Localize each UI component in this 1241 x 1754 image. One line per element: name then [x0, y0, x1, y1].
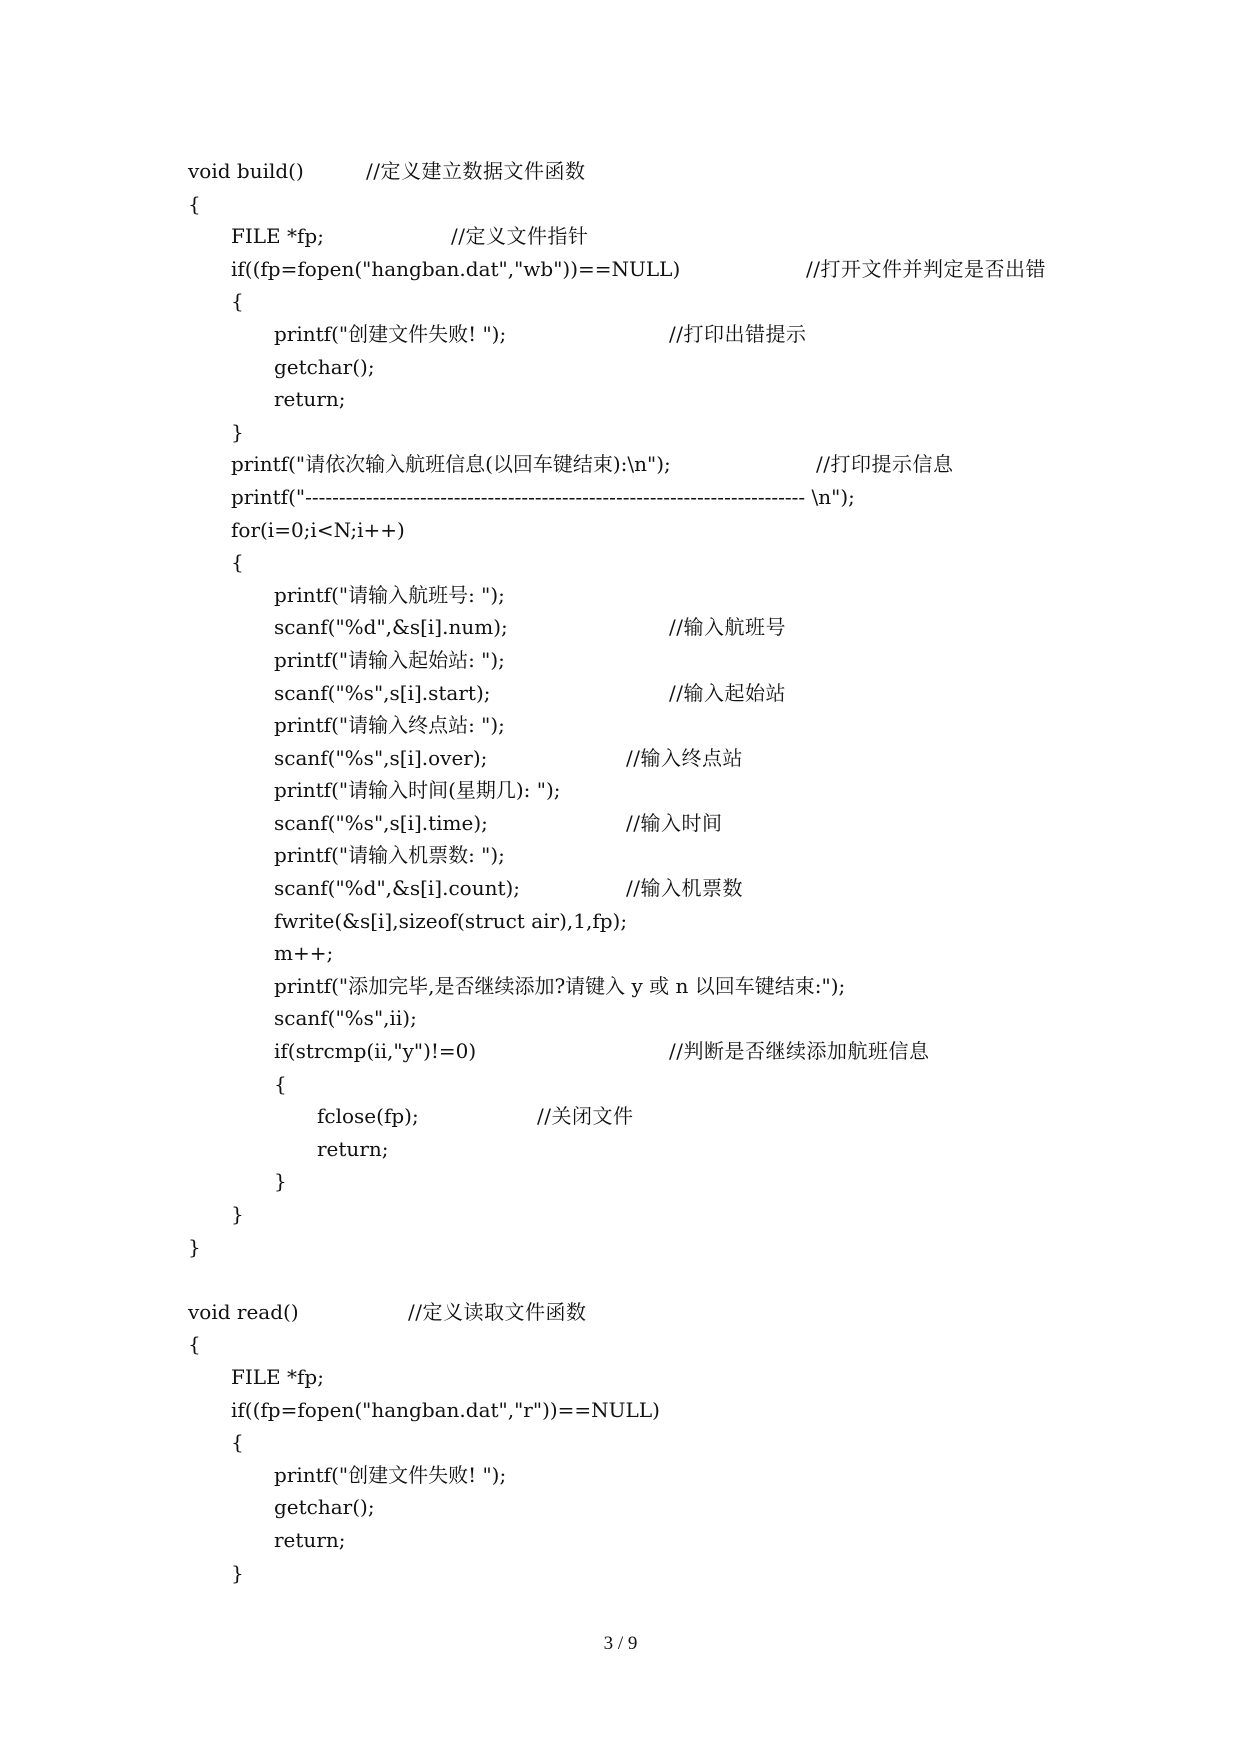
code-text: printf("请输入时间(星期几): "); — [274, 778, 561, 803]
code-text: if((fp=fopen("hangban.dat","wb"))==NULL) — [231, 256, 681, 281]
code-text: } — [231, 419, 244, 444]
code-text: { — [231, 1430, 244, 1455]
code-line — [188, 1035, 1188, 1068]
code-text: getchar(); — [274, 1495, 375, 1520]
code-text: { — [231, 289, 244, 314]
code-comment: //输入终点站 — [626, 745, 743, 770]
code-text: printf("-------------------------------------------------------------------------- \n"); — [231, 484, 855, 509]
code-line — [188, 611, 1188, 644]
code-text: m++; — [274, 941, 334, 966]
code-line — [188, 774, 1188, 807]
code-line — [188, 677, 1188, 710]
code-line — [188, 1459, 1188, 1492]
code-comment: //打印出错提示 — [669, 321, 807, 346]
code-line — [188, 155, 1188, 188]
code-line — [188, 1068, 1188, 1101]
code-line — [188, 1361, 1188, 1394]
code-line — [188, 1328, 1188, 1361]
code-line — [188, 514, 1188, 547]
code-text: { — [274, 1071, 287, 1096]
code-line — [188, 1557, 1188, 1590]
code-comment: //定义读取文件函数 — [408, 1299, 587, 1324]
code-text: scanf("%s",s[i].start); — [274, 680, 491, 705]
code-text: } — [188, 1234, 201, 1259]
code-line — [188, 579, 1188, 612]
code-line — [188, 937, 1188, 970]
page-number: 3 / 9 — [603, 1633, 638, 1654]
code-comment: //关闭文件 — [537, 1104, 634, 1129]
code-line — [188, 807, 1188, 840]
code-text: { — [188, 1332, 201, 1357]
code-text: scanf("%s",s[i].time); — [274, 810, 488, 835]
code-comment: //输入机票数 — [626, 876, 743, 901]
code-line — [188, 839, 1188, 872]
code-line — [188, 1100, 1188, 1133]
code-comment: //输入起始站 — [669, 680, 786, 705]
code-text: } — [274, 1169, 287, 1194]
code-line — [188, 1133, 1188, 1166]
code-line — [188, 351, 1188, 384]
code-line — [188, 383, 1188, 416]
code-comment: //打印提示信息 — [816, 452, 954, 477]
code-comment: //定义建立数据文件函数 — [366, 159, 586, 183]
code-text: scanf("%s",s[i].over); — [274, 745, 488, 770]
code-line — [188, 1198, 1188, 1231]
code-text: printf("添加完毕,是否继续添加?请键入 y 或 n 以回车键结束:"); — [274, 973, 846, 998]
code-text: if((fp=fopen("hangban.dat","r"))==NULL) — [231, 1397, 660, 1422]
code-line — [188, 285, 1188, 318]
code-line — [188, 1231, 1188, 1264]
code-text: printf("请输入机票数: "); — [274, 843, 505, 868]
code-text: return; — [274, 387, 346, 412]
code-text: for(i=0;i<N;i++) — [231, 517, 405, 542]
code-line — [188, 318, 1188, 351]
code-line — [188, 905, 1188, 938]
code-comment: //输入航班号 — [669, 615, 786, 640]
code-text: printf("请输入起始站: "); — [274, 647, 505, 672]
code-text: { — [188, 191, 201, 216]
code-line — [188, 1426, 1188, 1459]
code-comment: //输入时间 — [626, 810, 723, 835]
code-line — [188, 546, 1188, 579]
code-text: fwrite(&s[i],sizeof(struct air),1,fp); — [274, 908, 628, 933]
code-line — [188, 220, 1188, 253]
code-text: return; — [317, 1136, 389, 1161]
code-comment: //打开文件并判定是否出错 — [806, 256, 1046, 281]
code-text: } — [231, 1560, 244, 1585]
code-line — [188, 742, 1188, 775]
code-text: fclose(fp); — [317, 1104, 419, 1129]
code-text: printf("请输入终点站: "); — [274, 713, 505, 738]
code-text: printf("创建文件失败! "); — [274, 321, 507, 346]
code-comment: //定义文件指针 — [451, 224, 589, 249]
code-text: printf("创建文件失败! "); — [274, 1462, 507, 1487]
code-line — [188, 188, 1188, 221]
code-line — [188, 448, 1188, 481]
code-text: scanf("%d",&s[i].num); — [274, 615, 508, 640]
code-line — [188, 1524, 1188, 1557]
code-text: getchar(); — [274, 354, 375, 379]
code-line — [188, 644, 1188, 677]
code-text: FILE *fp; — [231, 1364, 324, 1389]
code-listing — [188, 155, 1188, 1589]
code-text: return; — [274, 1527, 346, 1552]
code-line — [188, 1394, 1188, 1427]
code-line — [188, 1263, 1188, 1296]
code-text: void read() — [188, 1299, 299, 1324]
code-line — [188, 709, 1188, 742]
code-text: if(strcmp(ii,"y")!=0) — [274, 1039, 477, 1064]
code-text: scanf("%d",&s[i].count); — [274, 876, 521, 901]
code-line — [188, 970, 1188, 1003]
code-line — [188, 1002, 1188, 1035]
code-text: { — [231, 550, 244, 575]
code-line — [188, 416, 1188, 449]
code-line — [188, 1165, 1188, 1198]
code-line — [188, 1296, 1188, 1329]
code-text: FILE *fp; — [231, 224, 324, 249]
code-text: } — [231, 1202, 244, 1226]
code-line — [188, 872, 1188, 905]
code-text: void build() — [188, 159, 304, 183]
code-line — [188, 1491, 1188, 1524]
code-line — [188, 253, 1188, 286]
code-text: printf("请输入航班号: "); — [274, 582, 505, 607]
code-text: scanf("%s",ii); — [274, 1006, 417, 1031]
code-text: printf("请依次输入航班信息(以回车键结束):\n"); — [231, 452, 671, 477]
code-line — [188, 481, 1188, 514]
code-comment: //判断是否继续添加航班信息 — [669, 1039, 930, 1064]
